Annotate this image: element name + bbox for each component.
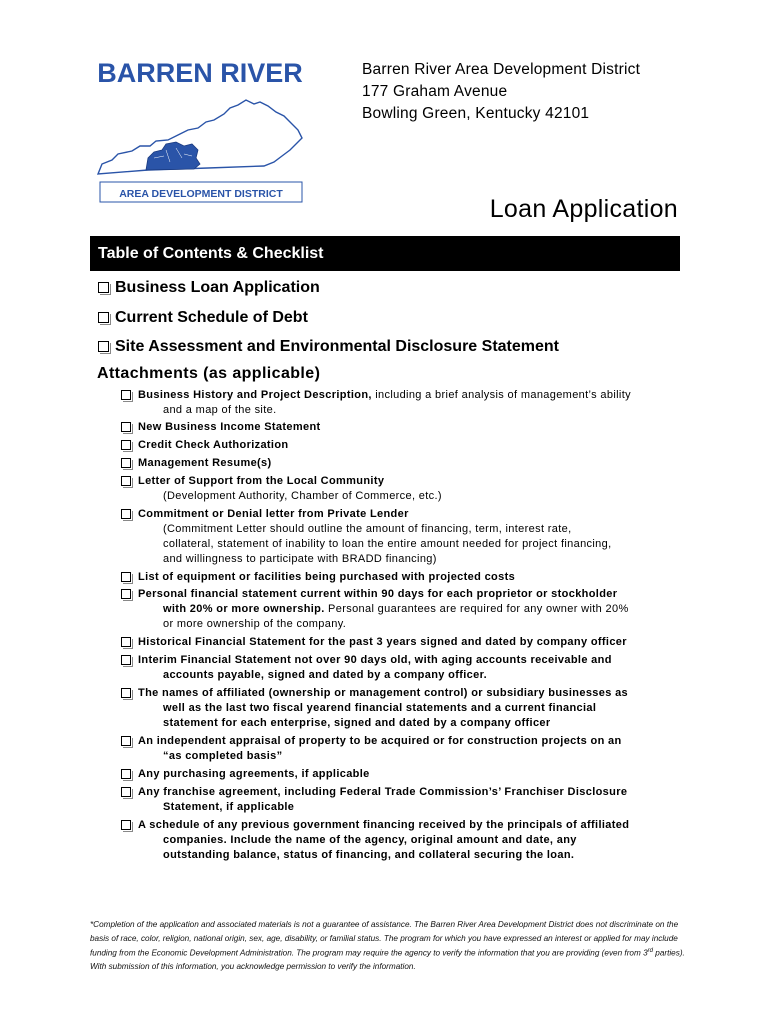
attachment-detail-normal: Personal guarantees are required for any owner with 20% — [324, 603, 629, 615]
attachment-bold-text: Any purchasing agreements, if applicable — [138, 768, 370, 780]
attachment-title — [138, 587, 681, 602]
checkbox-icon[interactable] — [121, 688, 131, 698]
attachment-detail-line: (Development Authority, Chamber of Commerce, etc.) — [163, 490, 442, 502]
checkbox-icon[interactable] — [121, 736, 131, 746]
attachment-bold-text: Personal financial statement current within 90 days for each proprietor or stockholder — [138, 588, 618, 600]
barren-river-logo — [88, 58, 313, 208]
attachment-detail-line: statement for each enterprise, signed and dated by a company officer — [163, 717, 551, 729]
toc-heading: Table of Contents & Checklist — [90, 236, 680, 271]
attachment-detail-line: well as the last two fiscal yearend financial statements and a current financial — [163, 702, 597, 714]
attachment-bold-text: List of equipment or facilities being purchased with projected costs — [138, 571, 516, 583]
logo-subtitle-text: AREA DEVELOPMENT DISTRICT — [119, 188, 283, 200]
checkbox-icon[interactable] — [121, 458, 131, 468]
main-item-label: Current Schedule of Debt — [115, 308, 308, 326]
main-item — [98, 279, 559, 309]
attachment-title — [138, 474, 681, 489]
checkbox-icon[interactable] — [121, 572, 131, 582]
logo-name-text: BARREN RIVER — [97, 58, 303, 88]
footnote — [90, 918, 685, 974]
attachment-bold-text: Management Resume(s) — [138, 457, 272, 469]
attachment-item — [121, 456, 681, 471]
attachment-bold-text: The names of affiliated (ownership or management control) or subsidiary businesses as — [138, 687, 629, 699]
checkbox-icon[interactable] — [121, 476, 131, 486]
attachment-title — [138, 653, 681, 668]
attachment-title — [138, 438, 681, 453]
checkbox-icon[interactable] — [121, 655, 131, 665]
main-item-label: Site Assessment and Environmental Disclosure Statement — [115, 338, 559, 355]
attachment-item — [121, 818, 681, 863]
address-block — [362, 59, 640, 125]
footnote-superscript: rd — [647, 948, 653, 954]
checkbox-icon[interactable] — [121, 390, 131, 400]
attachment-detail-normal: or more ownership of the company. — [163, 618, 347, 630]
attachment-detail-line: and a map of the site. — [163, 404, 277, 416]
address-line-3: Bowling Green, Kentucky 42101 — [362, 105, 590, 122]
attachment-item — [121, 507, 681, 567]
attachment-detail-line — [138, 602, 681, 617]
attachment-bold-text: Business History and Project Description, — [138, 389, 372, 401]
attachment-detail-line: (Commitment Letter should outline the amount of financing, term, interest rate, — [163, 523, 572, 535]
attachment-detail-line: collateral, statement of inability to loan the entire amount needed for project financing, — [163, 538, 612, 550]
attachment-title — [138, 686, 681, 701]
kentucky-map-logo-icon — [88, 58, 313, 208]
attachments-list — [121, 388, 681, 866]
attachment-bold-text: Credit Check Authorization — [138, 439, 289, 451]
checkbox-icon[interactable] — [121, 787, 131, 797]
attachment-item — [121, 734, 681, 764]
checkbox-icon[interactable] — [98, 312, 109, 323]
attachment-item — [121, 767, 681, 782]
attachment-item — [121, 635, 681, 650]
attachment-title — [138, 507, 681, 522]
attachment-item — [121, 474, 681, 504]
attachment-detail-line — [138, 617, 681, 632]
attachment-title — [138, 767, 681, 782]
main-item — [98, 309, 559, 339]
attachment-title — [138, 388, 681, 403]
checkbox-icon[interactable] — [121, 440, 131, 450]
checkbox-icon[interactable] — [98, 341, 109, 352]
attachment-title — [138, 635, 681, 650]
attachment-bold-text: An independent appraisal of property to be acquired or for construction projects on an — [138, 735, 622, 747]
attachment-bold-text: Historical Financial Statement for the past 3 years signed and dated by company officer — [138, 636, 627, 648]
attachment-item — [121, 570, 681, 585]
attachment-item — [121, 420, 681, 435]
attachment-item — [121, 438, 681, 453]
attachment-detail-bold: with 20% or more ownership. — [163, 603, 325, 615]
attachments-heading: Attachments (as applicable) — [97, 365, 321, 382]
attachment-detail-line: Statement, if applicable — [163, 801, 295, 813]
attachment-item — [121, 587, 681, 632]
attachment-detail-line: companies. Include the name of the agency, original amount and date, any — [163, 834, 577, 846]
attachment-bold-text: Commitment or Denial letter from Private Lender — [138, 508, 409, 520]
attachment-title — [138, 570, 681, 585]
attachment-title — [138, 785, 681, 800]
attachment-bold-text: New Business Income Statement — [138, 421, 321, 433]
attachment-bold-text: A schedule of any previous government financing received by the principals of affiliated — [138, 819, 630, 831]
main-item-label: Business Loan Application — [115, 279, 320, 296]
main-item — [98, 338, 559, 368]
footnote-text-2: parties). With submission of this information, you acknowledge permission to verify the information. — [90, 948, 685, 972]
checkbox-icon[interactable] — [121, 820, 131, 830]
checkbox-icon[interactable] — [121, 637, 131, 647]
attachment-item — [121, 785, 681, 815]
page-title: Loan Application — [489, 195, 678, 223]
main-checklist — [98, 279, 559, 368]
attachment-detail-line: accounts payable, signed and dated by a company officer. — [163, 669, 488, 681]
attachment-detail-line: and willingness to participate with BRADD financing) — [163, 553, 437, 565]
attachment-bold-text: Interim Financial Statement not over 90 days old, with aging accounts receivable and — [138, 654, 612, 666]
attachment-item — [121, 388, 681, 418]
footnote-text-1: *Completion of the application and associated materials is not a guarantee of assistance. The Barren River Area Development District does not discriminate on the basis of race, color, religion, national origin, sex, age, disability, or familial status. The program for which you have expressed an interest or applied for may include funding from the Economic Development Administration. The program may require the agency to verify the information that you are providing (even from 3 — [90, 920, 679, 958]
checkbox-icon[interactable] — [98, 282, 109, 293]
attachment-detail-line: “as completed basis” — [163, 750, 283, 762]
checkbox-icon[interactable] — [121, 509, 131, 519]
checkbox-icon[interactable] — [121, 422, 131, 432]
address-line-1: Barren River Area Development District — [362, 61, 641, 78]
attachment-bold-text: Letter of Support from the Local Community — [138, 475, 385, 487]
attachment-title — [138, 818, 681, 833]
attachment-item — [121, 653, 681, 683]
address-line-2: 177 Graham Avenue — [362, 83, 508, 100]
attachment-title — [138, 456, 681, 471]
attachment-bold-text: Any franchise agreement, including Federal Trade Commission’s’ Franchiser Disclosure — [138, 786, 628, 798]
attachment-normal-text: including a brief analysis of management’s ability — [371, 389, 631, 401]
attachment-item — [121, 686, 681, 731]
attachment-title — [138, 734, 681, 749]
attachment-title — [138, 420, 681, 435]
checkbox-icon[interactable] — [121, 589, 131, 599]
checkbox-icon[interactable] — [121, 769, 131, 779]
attachment-detail-line: outstanding balance, status of financing, and collateral securing the loan. — [163, 849, 575, 861]
